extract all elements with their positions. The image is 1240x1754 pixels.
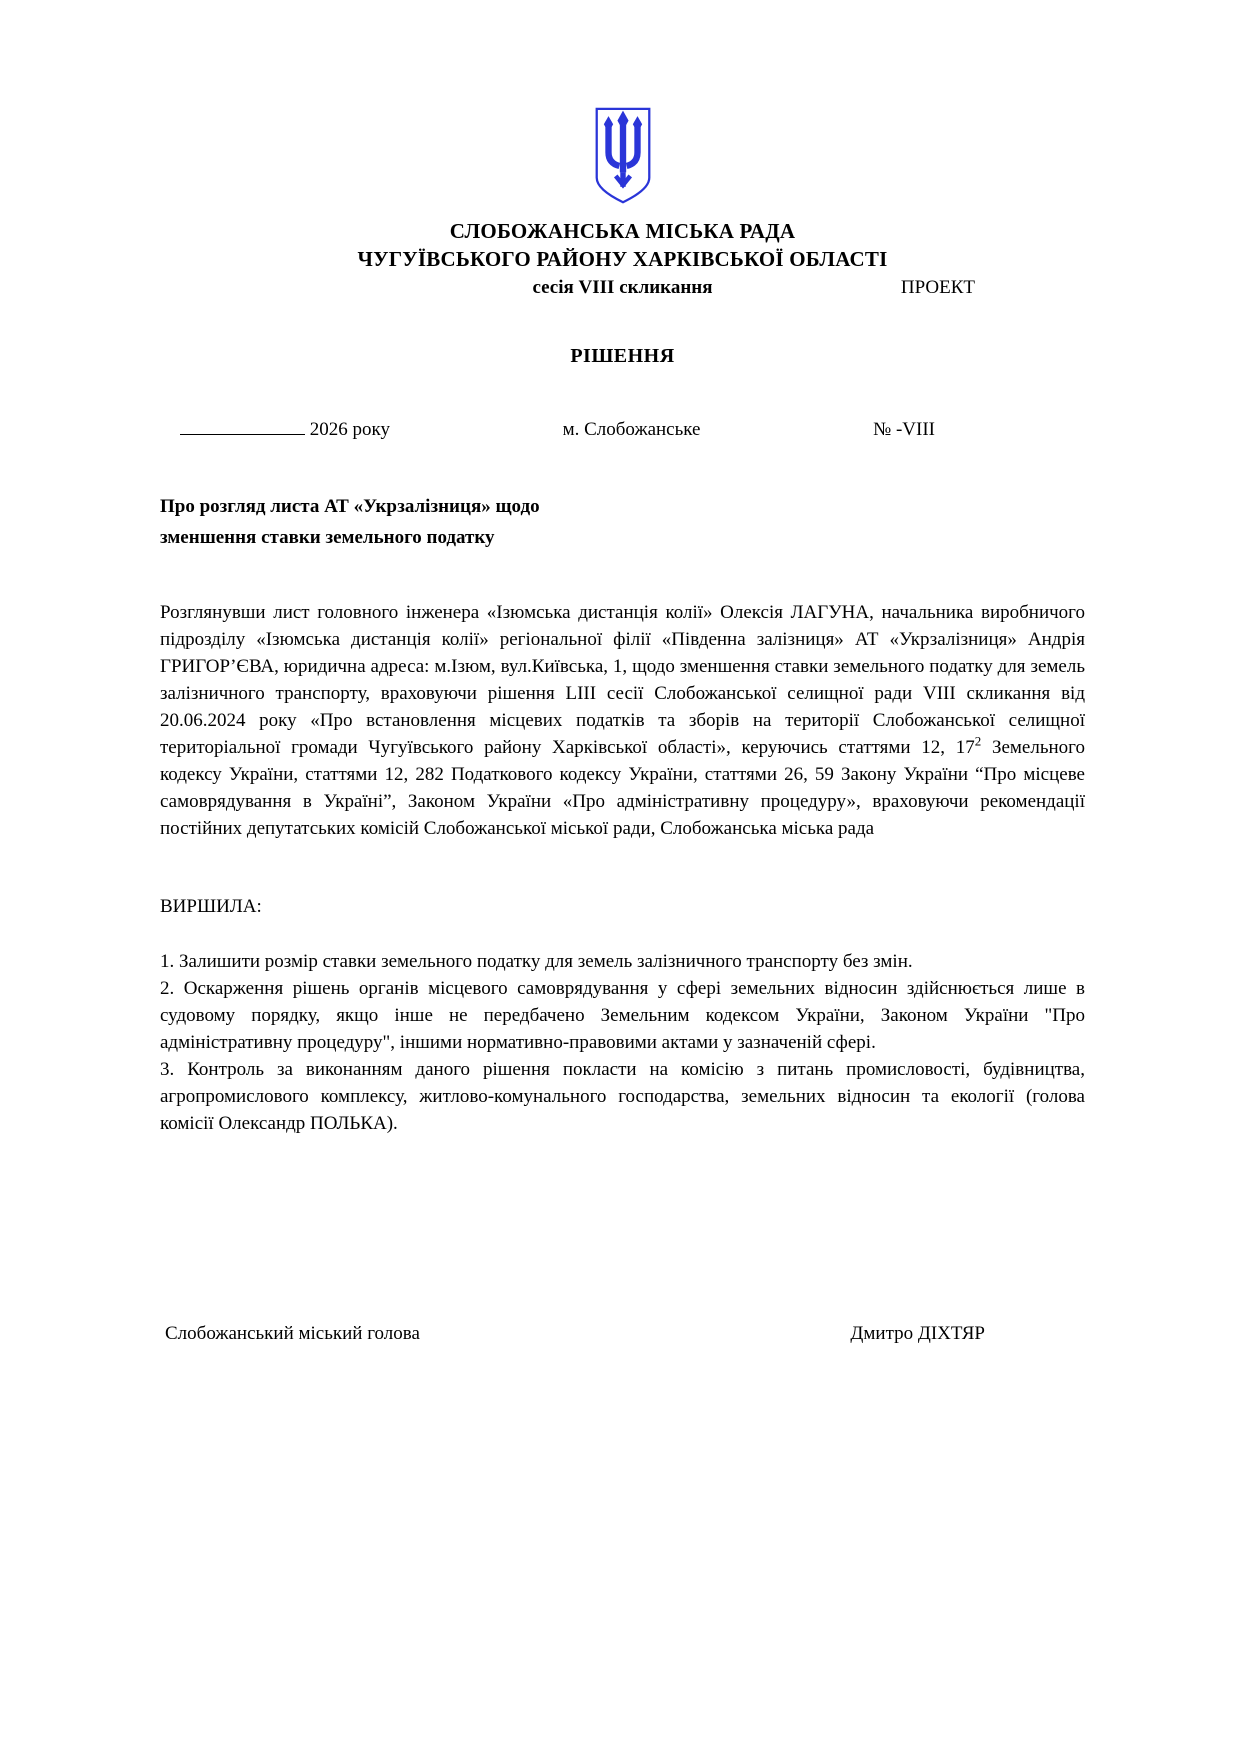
preamble-text-after-superscript: Земельного кодексу України, статтями 12, 282 Податкового кодексу України, статтями 26, 59 Закону України “Про місцеве самоврядування в Україні”, Законом України «Про адміністративну процедуру», враховуючи рекомендації постійних депутатських комісій Слобожанської міської ради, Слобожанська міська рада: [160, 737, 1085, 839]
date-blank-line: [180, 416, 305, 435]
decision-item-1: 1. Залишити розмір ставки земельного податку для земель залізничного транспорту без змін.: [160, 951, 913, 972]
project-label: ПРОЕКТ: [900, 277, 975, 298]
decision-item-3: 3. Контроль за виконанням даного рішення покласти на комісію з питань промисловості, будівництва, агропромислового комплексу, житлово-комунального господарства, земельних відносин та екології (голова комісії Олександр ПОЛЬКА).: [160, 1059, 1085, 1134]
signer-name: Дмитро ДІХТЯР: [850, 1323, 985, 1344]
subject-heading: [160, 491, 1085, 553]
session-row: [160, 275, 1085, 301]
org-name-line2: ЧУГУЇВСЬКОГО РАЙОНУ ХАРКІВСЬКОЇ ОБЛАСТІ: [357, 247, 888, 271]
session-label: сесія VIII скликання: [532, 277, 713, 298]
document-type-title: РІШЕННЯ: [570, 345, 675, 367]
decision-item-2: 2. Оскарження рішень органів місцевого самоврядування у сфері земельних відносин здійснюється лише в судовому порядку, якщо інше не передбачено Земельним кодексом України, Законом України "Про адміністративну процедуру", іншими нормативно-правовими актами у зазначеній сфері.: [160, 978, 1085, 1053]
preamble-paragraph: [160, 599, 1085, 842]
place-label: м. Слобожанське: [562, 419, 701, 440]
signer-title: Слобожанський міський голова: [165, 1323, 420, 1344]
subject-line1: Про розгляд листа АТ «Укрзалізниця» щодо: [160, 496, 540, 517]
org-name-line1: СЛОБОЖАНСЬКА МІСЬКА РАДА: [449, 219, 796, 243]
ukraine-trident-emblem-icon: [594, 193, 652, 210]
date-year: 2026 року: [309, 419, 390, 440]
resolved-label: ВИРШИЛА:: [160, 896, 262, 917]
signature-row: [160, 1323, 1085, 1345]
decision-items: [160, 948, 1085, 1137]
document-number: № -VIII: [873, 419, 935, 440]
emblem-container: [160, 106, 1085, 211]
meta-row: [160, 416, 1085, 441]
subject-line2: зменшення ставки земельного податку: [160, 527, 495, 548]
date-line: [180, 416, 390, 441]
preamble-text-before-superscript: Розглянувши лист головного інженера «Ізюмська дистанція колії» Олексія ЛАГУНА, начальника виробничого підрозділу «Ізюмська дистанція колії» регіональної філії «Південна залізниця» АТ «Укрзалізниця» Андрія ГРИГОР’ЄВА, юридична адреса: м.Ізюм, вул.Київська, 1, щодо зменшення ставки земельного податку для земель залізничного транспорту, враховуючи рішення LIII сесії Слобожанської селищної ради VIII скликання від 20.06.2024 року «Про встановлення місцевих податків та зборів на території Слобожанської селищної територіальної громади Чугуївського району Харківської області», керуючись статтями 12, 17: [160, 602, 1085, 758]
preamble-superscript: 2: [974, 733, 982, 749]
